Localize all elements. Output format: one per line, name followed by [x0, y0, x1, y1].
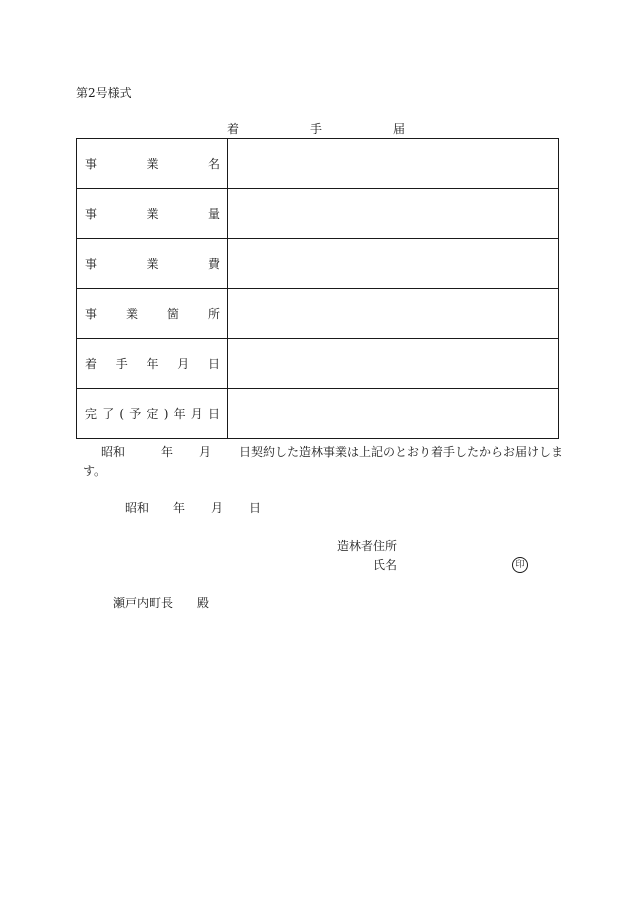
row-label: [77, 289, 228, 339]
form-title: [227, 122, 405, 136]
label-char: 所: [207, 306, 220, 321]
label-char: 年: [173, 406, 186, 421]
label-char: ): [163, 406, 169, 421]
date-day: 日: [249, 501, 262, 515]
seal-mark-icon: 印: [512, 557, 528, 573]
statement-year: 年: [161, 445, 174, 459]
label-char: 手: [115, 356, 128, 371]
addressee: [113, 596, 209, 610]
row-label: [77, 239, 228, 289]
label-char: 月: [190, 406, 203, 421]
statement-line: [101, 445, 563, 459]
title-char: 届: [392, 122, 405, 136]
label-char: 箇: [166, 306, 179, 321]
table-row: [77, 189, 559, 239]
row-label-text: [77, 307, 227, 321]
label-char: 月: [177, 356, 190, 371]
statement-month: 月: [199, 445, 212, 459]
form-number: 第2号様式: [76, 86, 132, 100]
row-label-text: [77, 257, 227, 271]
applicant-name-label: 氏名: [373, 558, 398, 572]
form-table: [76, 138, 559, 439]
label-char: 年: [146, 356, 159, 371]
row-value-field[interactable]: [228, 339, 559, 389]
title-char: 手: [309, 122, 322, 136]
label-char: (: [119, 406, 125, 421]
table-row: [77, 339, 559, 389]
applicant-address-label: 造林者住所: [337, 539, 398, 553]
table-row: [77, 139, 559, 189]
label-char: 費: [207, 256, 220, 271]
signature-date: [125, 501, 261, 515]
addressee-honorific: 殿: [197, 596, 210, 610]
statement-text: 日契約した造林事業は上記のとおり着手したからお届けしま: [239, 445, 564, 459]
label-char: 事: [85, 306, 98, 321]
table-row: [77, 389, 559, 439]
row-value-field[interactable]: [228, 289, 559, 339]
label-char: 業: [146, 156, 159, 171]
row-value-field[interactable]: [228, 239, 559, 289]
label-char: 日: [207, 356, 220, 371]
label-char: 事: [85, 206, 98, 221]
row-label: [77, 339, 228, 389]
row-label: [77, 139, 228, 189]
label-char: 了: [102, 406, 115, 421]
date-era: 昭和: [125, 501, 150, 515]
statement-continuation: す。: [83, 464, 107, 478]
row-label-text: [77, 207, 227, 221]
row-label-text: [77, 157, 227, 171]
row-value-field[interactable]: [228, 189, 559, 239]
label-char: 日: [207, 406, 220, 421]
statement-era: 昭和: [101, 445, 126, 459]
label-char: 着: [85, 356, 98, 371]
label-char: 業: [125, 306, 138, 321]
label-char: 業: [146, 256, 159, 271]
date-year: 年: [173, 501, 186, 515]
row-label: [77, 389, 228, 439]
label-char: 事: [85, 256, 98, 271]
row-value-field[interactable]: [228, 139, 559, 189]
label-char: 定: [146, 406, 159, 421]
row-label-text: [77, 407, 227, 421]
title-char: 着: [227, 122, 240, 136]
label-char: 量: [207, 206, 220, 221]
table-row: [77, 239, 559, 289]
label-char: 業: [146, 206, 159, 221]
label-char: 名: [207, 156, 220, 171]
date-month: 月: [211, 501, 224, 515]
table-body: [77, 139, 559, 439]
label-char: 完: [85, 406, 98, 421]
row-label: [77, 189, 228, 239]
row-label-text: [77, 357, 227, 371]
label-char: 予: [129, 406, 142, 421]
row-value-field[interactable]: [228, 389, 559, 439]
addressee-name: 瀬戸内町長: [113, 596, 174, 610]
table-row: [77, 289, 559, 339]
label-char: 事: [85, 156, 98, 171]
